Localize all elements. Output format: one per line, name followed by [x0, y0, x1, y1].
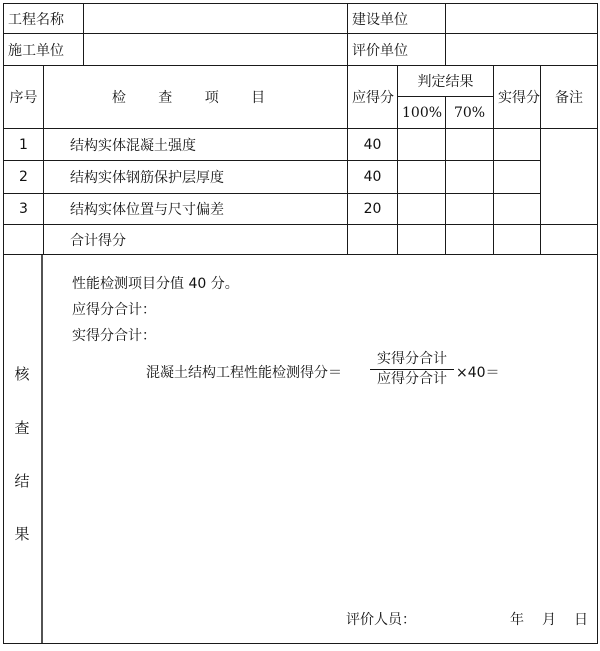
- row-pct-100-cell[interactable]: [398, 194, 446, 225]
- total-remarks-cell[interactable]: [541, 225, 598, 255]
- row-item: 结构实体混凝土强度: [44, 129, 348, 161]
- evaluator-signature-label: 评价人员：: [346, 612, 416, 628]
- column-header-row-1: [4, 66, 598, 97]
- remarks-cell[interactable]: [541, 129, 598, 225]
- vertical-label-char: 果: [14, 525, 30, 543]
- score-formula: [146, 351, 546, 391]
- result-section: [4, 255, 598, 644]
- expected-total-line: 应得分合计：: [72, 302, 156, 318]
- formula-lhs: 混凝土结构工程性能检测得分＝: [146, 365, 342, 381]
- row-pct-100-cell[interactable]: [398, 129, 446, 161]
- row-item: 结构实体位置与尺寸偏差: [44, 194, 348, 225]
- row-actual-cell[interactable]: [494, 194, 541, 225]
- total-row: [4, 225, 598, 255]
- row-actual-cell[interactable]: [494, 161, 541, 194]
- row-pct-70-cell[interactable]: [446, 194, 494, 225]
- row-item: 结构实体钢筋保护层厚度: [44, 161, 348, 194]
- row-seq: 1: [4, 129, 44, 161]
- date-month-label: 月: [542, 612, 556, 628]
- vertical-label-char: 查: [14, 419, 30, 437]
- total-label: 合计得分: [44, 225, 348, 255]
- evaluator-unit-field[interactable]: [446, 34, 598, 66]
- project-name-field[interactable]: [84, 4, 348, 34]
- total-seq-cell: [4, 225, 44, 255]
- row-seq: 3: [4, 194, 44, 225]
- builder-label: 建设单位: [348, 4, 446, 34]
- row-expected: 40: [348, 161, 398, 194]
- project-name-row: [4, 4, 598, 34]
- formula-denominator: 应得分合计: [377, 371, 447, 387]
- row-pct-100-cell[interactable]: [398, 161, 446, 194]
- total-pct-100-cell[interactable]: [398, 225, 446, 255]
- col-header-pct-70: 70%: [446, 97, 494, 129]
- formula-rhs: ×40＝: [456, 365, 500, 381]
- col-header-expected: 应得分: [348, 66, 398, 129]
- result-divider-line: [41, 255, 43, 643]
- table-row: [4, 161, 598, 194]
- score-value-note: 性能检测项目分值 40 分。: [72, 276, 239, 292]
- table-row: [4, 129, 598, 161]
- inspection-form-table: [3, 3, 598, 644]
- result-vertical-label: [4, 255, 40, 643]
- row-expected: 20: [348, 194, 398, 225]
- date-day-label: 日: [574, 612, 588, 628]
- project-name-label: 工程名称: [4, 4, 84, 34]
- total-pct-70-cell[interactable]: [446, 225, 494, 255]
- vertical-label-char: 核: [14, 365, 30, 383]
- formula-numerator: 实得分合计: [370, 351, 454, 370]
- total-actual-cell[interactable]: [494, 225, 541, 255]
- result-row: [4, 255, 598, 644]
- row-actual-cell[interactable]: [494, 129, 541, 161]
- row-seq: 2: [4, 161, 44, 194]
- col-header-pct-100: 100%: [398, 97, 446, 129]
- date-year-label: 年: [510, 612, 524, 628]
- col-header-remarks: 备注: [541, 66, 598, 129]
- row-pct-70-cell[interactable]: [446, 161, 494, 194]
- col-header-judgment: 判定结果: [398, 66, 494, 97]
- table-row: [4, 194, 598, 225]
- contractor-field[interactable]: [84, 34, 348, 66]
- actual-total-line: 实得分合计：: [72, 328, 156, 344]
- col-header-seq: 序号: [4, 66, 44, 129]
- col-header-actual: 实得分: [494, 66, 541, 129]
- vertical-label-char: 结: [14, 472, 30, 490]
- inspection-form-sheet: [3, 3, 597, 648]
- row-pct-70-cell[interactable]: [446, 129, 494, 161]
- total-expected-cell[interactable]: [348, 225, 398, 255]
- builder-field[interactable]: [446, 4, 598, 34]
- formula-fraction: [370, 351, 454, 388]
- row-expected: 40: [348, 129, 398, 161]
- contractor-label: 施工单位: [4, 34, 84, 66]
- contractor-row: [4, 34, 598, 66]
- evaluator-unit-label: 评价单位: [348, 34, 446, 66]
- col-header-item: 检 查 项 目: [44, 66, 348, 129]
